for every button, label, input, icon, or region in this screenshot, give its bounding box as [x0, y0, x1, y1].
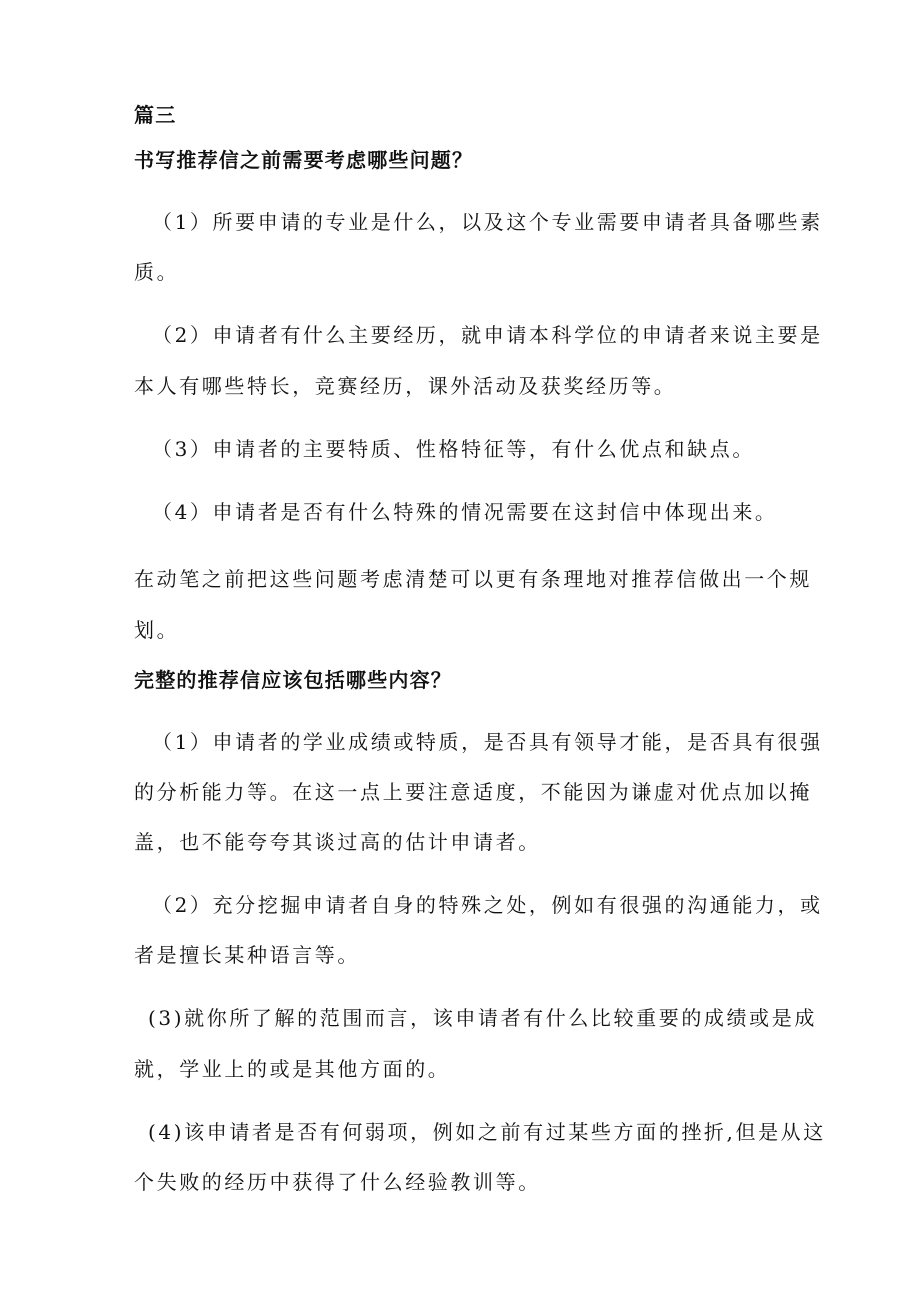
- paragraph-line: 个失败的经历中获得了什么经验教训等。: [134, 1170, 541, 1194]
- paragraph-line: （3）申请者的主要特质、性格特征等，有什么优点和缺点。: [152, 437, 755, 461]
- heading-contents: 完整的推荐信应该包括哪些内容？: [134, 668, 452, 692]
- paragraph-line: （4）申请者是否有什么特殊的情况需要在这封信中体现出来。: [152, 500, 778, 524]
- paragraph-line: 划。: [134, 618, 180, 642]
- paragraph-line: 的分析能力等。在这一点上要注意适度，不能因为谦虚对优点加以掩: [134, 780, 812, 804]
- heading-considerations: 书写推荐信之前需要考虑哪些问题？: [134, 148, 474, 172]
- paragraph-line: 就，学业上的或是其他方面的。: [134, 1057, 451, 1081]
- paragraph-line: （2）申请者有什么主要经历，就申请本科学位的申请者来说主要是: [152, 323, 823, 347]
- paragraph-line: (3)就你所了解的范围而言，该申请者有什么比较重要的成绩或是成: [148, 1006, 817, 1030]
- paragraph-line: 在动笔之前把这些问题考虑清楚可以更有条理地对推荐信做出一个规: [134, 567, 812, 591]
- paragraph-line: 质。: [134, 260, 180, 284]
- paragraph-line: (4)该申请者是否有何弱项，例如之前有过某些方面的挫折,但是从这: [148, 1120, 826, 1144]
- paragraph-line: 者是擅长某种语言等。: [134, 943, 360, 967]
- section-label: 篇三: [134, 103, 177, 127]
- paragraph-line: 本人有哪些特长，竞赛经历，课外活动及获奖经历等。: [134, 374, 677, 398]
- paragraph-line: （2）充分挖掘申请者自身的特殊之处，例如有很强的沟通能力，或: [152, 893, 823, 917]
- paragraph-line: （1）所要申请的专业是什么，以及这个专业需要申请者具备哪些素: [152, 210, 823, 234]
- paragraph-line: 盖，也不能夸夸其谈过高的估计申请者。: [134, 830, 541, 854]
- paragraph-line: （1）申请者的学业成绩或特质，是否具有领导才能，是否具有很强: [152, 730, 823, 754]
